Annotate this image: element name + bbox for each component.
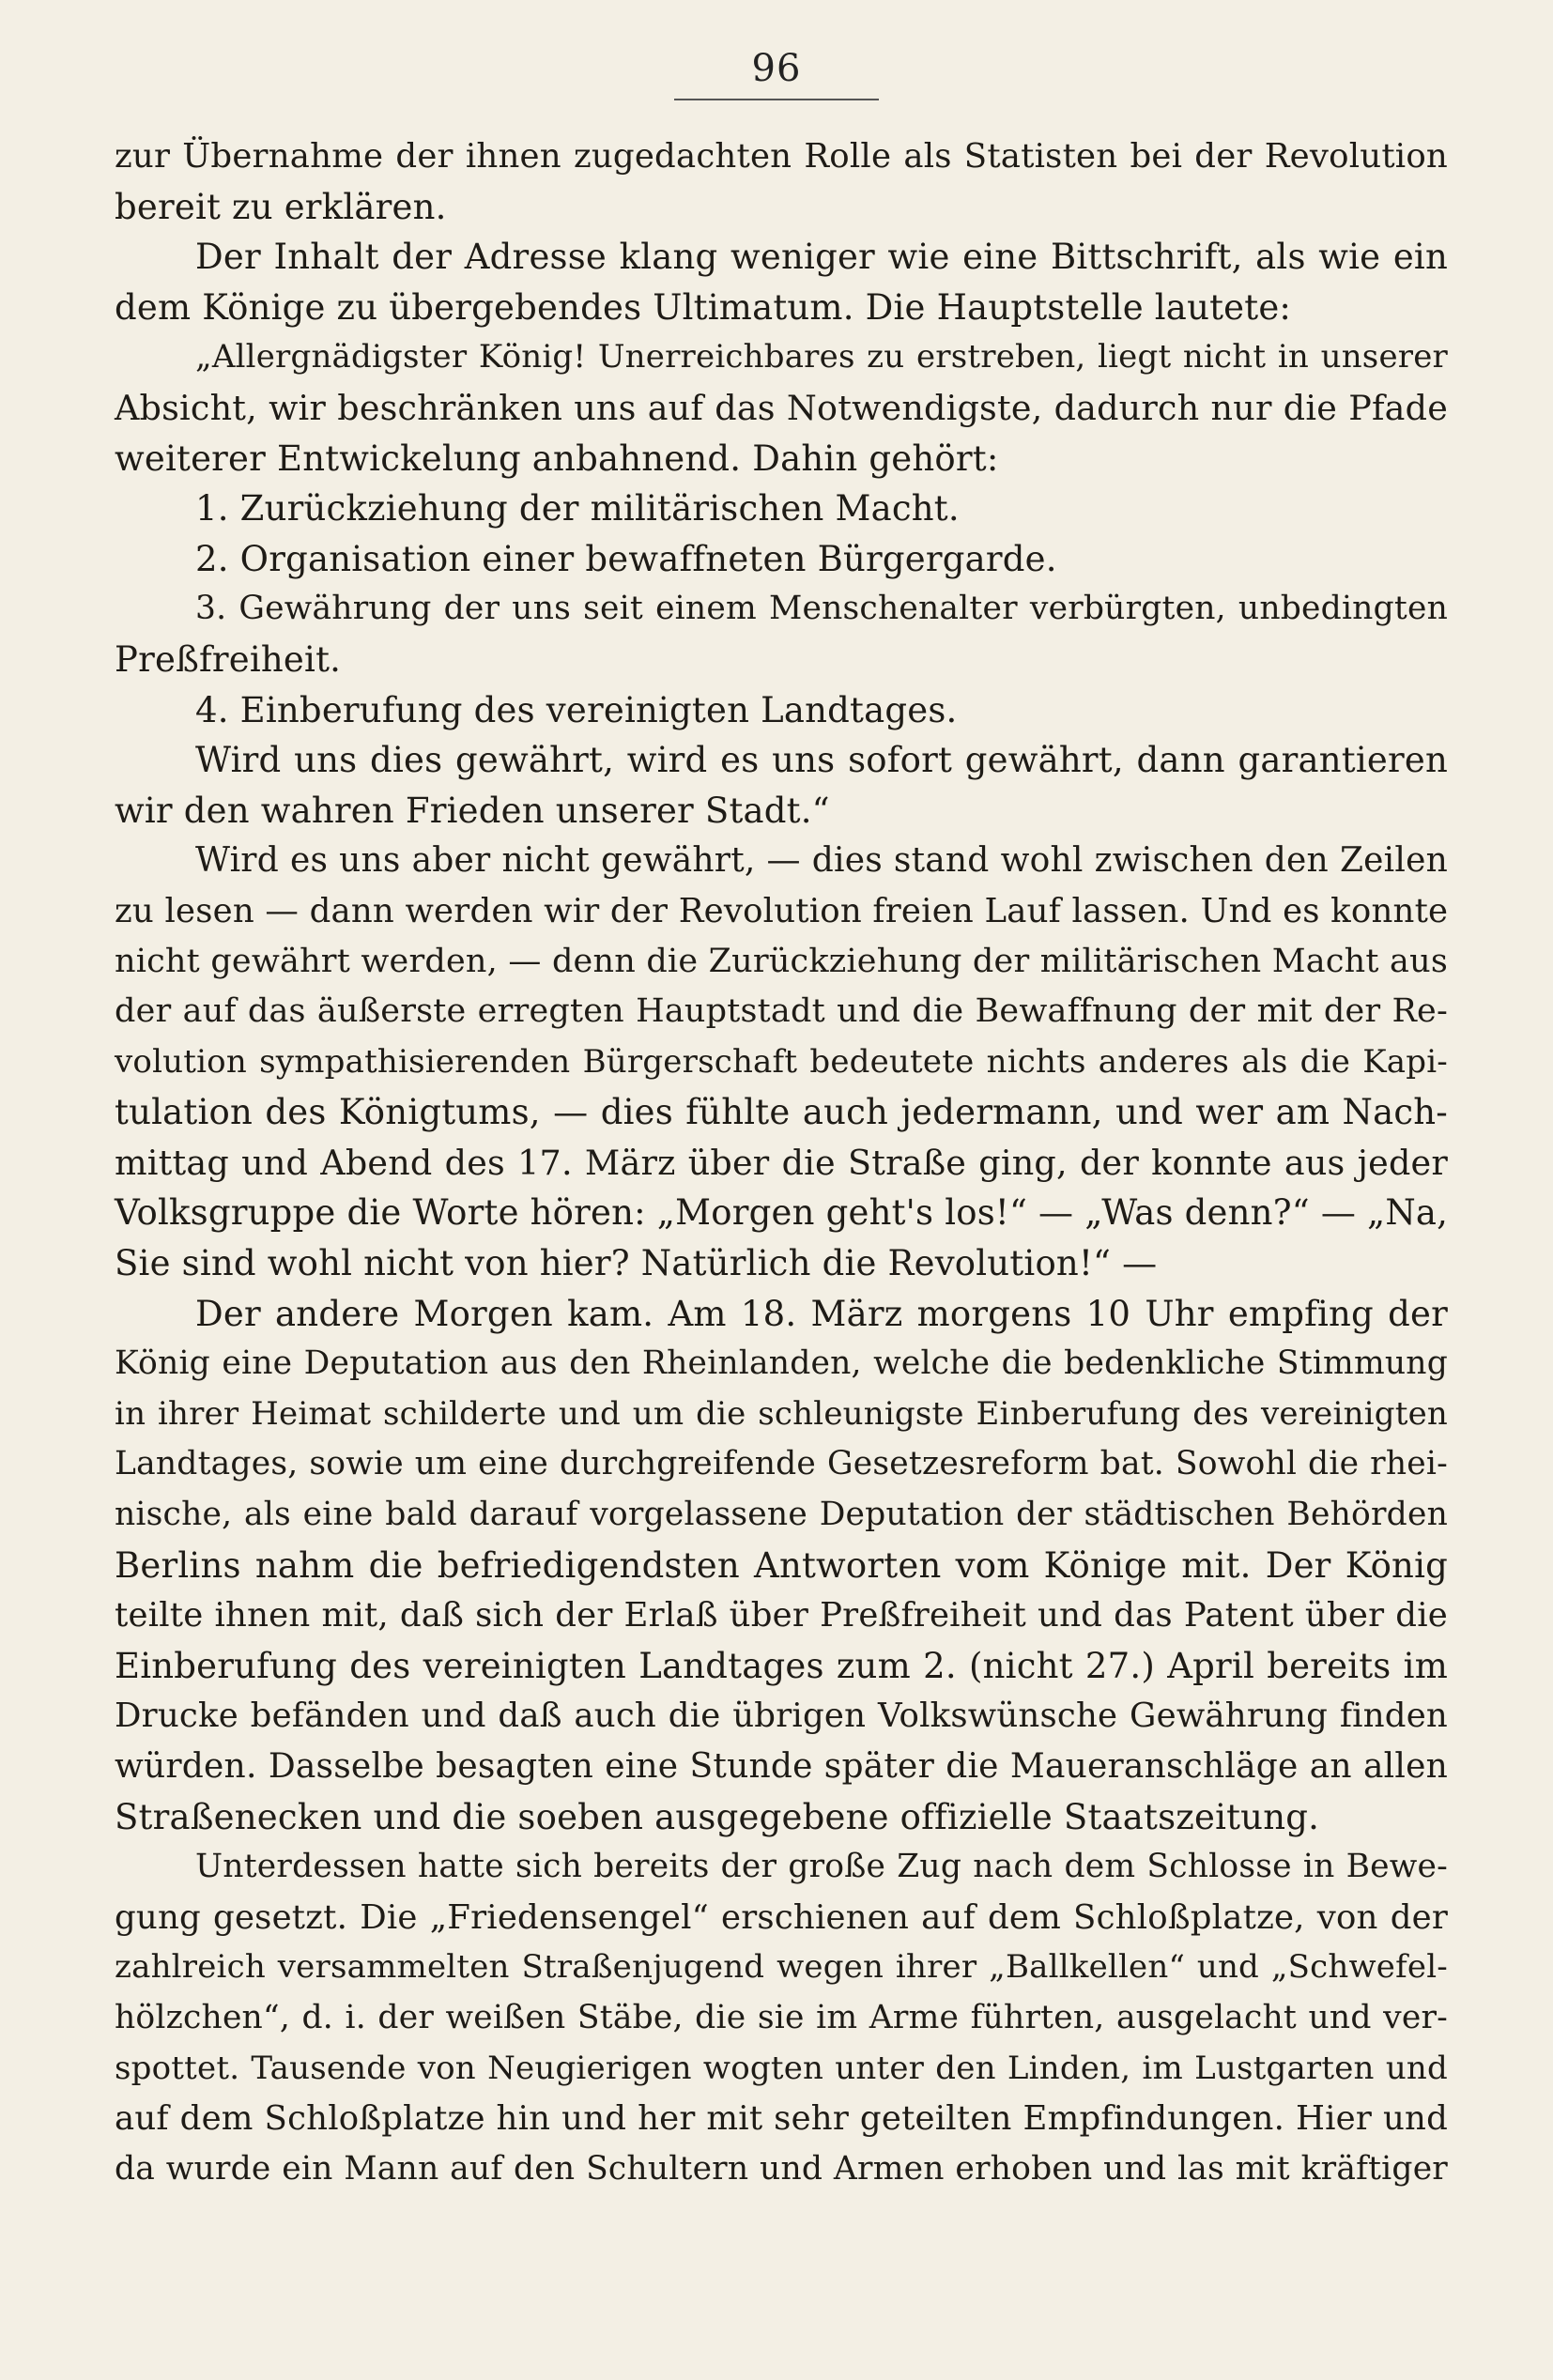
text-line: da wurde ein Mann auf den Schultern und Armen erhoben und las mit kräftiger — [115, 2149, 1448, 2188]
text-line: nicht gewährt werden, — denn die Zurückziehung der militärischen Macht aus — [115, 942, 1448, 980]
text-line: bereit zu erklären. — [115, 186, 447, 227]
text-line: Wird es uns aber nicht gewährt, — dies stand wohl zwischen den Zeilen — [195, 841, 1448, 881]
text-line: Unterdessen hatte sich bereits der große Zug nach dem Schlosse in Bewe- — [195, 1848, 1448, 1886]
text-line: zur Übernahme der ihnen zugedachten Rolle als Statisten bei der Revolution — [115, 137, 1448, 176]
text-line: Berlins nahm die befriedigendsten Antworten vom Könige mit. Der König — [115, 1544, 1448, 1586]
text-line: würden. Dasselbe besagten eine Stunde später die Maueranschläge an allen — [115, 1747, 1448, 1786]
text-line: Absicht, wir beschränken uns auf das Notwendigste, dadurch nur die Pfade — [115, 387, 1448, 428]
text-line: 2. Organisation einer bewaffneten Bürgergarde. — [195, 538, 1057, 579]
text-line: hölzchen“, d. i. der weißen Stäbe, die sie im Arme führten, ausgelacht und ver- — [115, 1998, 1448, 2036]
text-line: Der andere Morgen kam. Am 18. März morgens 10 Uhr empfing der — [195, 1293, 1448, 1334]
text-line: zu lesen — dann werden wir der Revolution freien Lauf lassen. Und es konnte — [115, 891, 1449, 930]
text-line: Der Inhalt der Adresse klang weniger wie eine Bittschrift, als wie ein — [195, 237, 1448, 278]
body-text — [115, 131, 1448, 2194]
text-line: „Allergnädigster König! Unerreichbares zu erstreben, liegt nicht in unserer — [195, 338, 1448, 376]
text-line: 4. Einberufung des vereinigten Landtages. — [195, 689, 958, 730]
text-line: volution sympathisierenden Bürgerschaft bedeutete nichts anderes als die Kapi- — [115, 1042, 1448, 1081]
text-line: Volksgruppe die Worte hören: „Morgen geht's los!“ — „Was denn?“ — „Na, — [115, 1192, 1449, 1234]
page-number-rule — [674, 99, 879, 100]
text-line: mittag und Abend des 17. März über die Straße ging, der konnte aus jeder — [115, 1142, 1448, 1183]
text-line: Straßenecken und die soeben ausgegebene offizielle Staatszeitung. — [115, 1796, 1320, 1837]
text-line: Landtages, sowie um eine durchgreifende Gesetzesreform bat. Sowohl die rhei- — [115, 1445, 1448, 1483]
text-line: wir den wahren Frieden unserer Stadt.“ — [115, 790, 830, 831]
text-line: weiterer Entwickelung anbahnend. Dahin gehört: — [115, 438, 999, 479]
text-line: in ihrer Heimat schilderte und um die schleunigste Einberufung des vereinigten — [115, 1394, 1448, 1433]
text-line: Wird uns dies gewährt, wird es uns sofort gewährt, dann garantieren — [195, 740, 1448, 781]
text-line: zahlreich versammelten Straßenjugend wegen ihrer „Ballkellen“ und „Schwefel- — [115, 1948, 1448, 1987]
text-line: der auf das äußerste erregten Hauptstadt und die Bewaffnung der mit der Re- — [115, 992, 1448, 1031]
text-line: Drucke befänden und daß auch die übrigen Volkswünsche Gewährung finden — [115, 1697, 1448, 1736]
text-line: tulation des Königtums, — dies fühlte auch jedermann, und wer am Nach- — [115, 1092, 1448, 1133]
text-line: gung gesetzt. Die „Friedensengel“ erschienen auf dem Schloßplatze, von der — [115, 1897, 1448, 1937]
text-line: teilte ihnen mit, daß sich der Erlaß über Preßfreiheit und das Patent über die — [115, 1596, 1448, 1635]
text-line: spottet. Tausende von Neugierigen wogten unter den Linden, im Lustgarten und — [115, 2049, 1448, 2087]
text-line: nische, als eine bald darauf vorgelassene Deputation der städtischen Behörden — [115, 1496, 1448, 1534]
text-line: 3. Gewährung der uns seit einem Menschenalter verbürgten, unbedingten — [195, 590, 1448, 628]
page-number: 96 — [751, 47, 802, 90]
text-line: 1. Zurückziehung der militärischen Macht. — [195, 488, 960, 530]
text-line: Preßfreiheit. — [115, 638, 342, 680]
text-line: dem Könige zu übergebendes Ultimatum. Die Hauptstelle lautete: — [115, 286, 1292, 328]
text-line: Einberufung des vereinigten Landtages zum 2. (nicht 27.) April bereits im — [115, 1645, 1448, 1686]
text-line: auf dem Schloßplatze hin und her mit sehr geteilten Empfindungen. Hier und — [115, 2099, 1448, 2139]
text-line: König eine Deputation aus den Rheinlanden, welche die bedenkliche Stimmung — [115, 1344, 1448, 1383]
text-line: Sie sind wohl nicht von hier? Natürlich die Revolution!“ — — [115, 1243, 1158, 1284]
